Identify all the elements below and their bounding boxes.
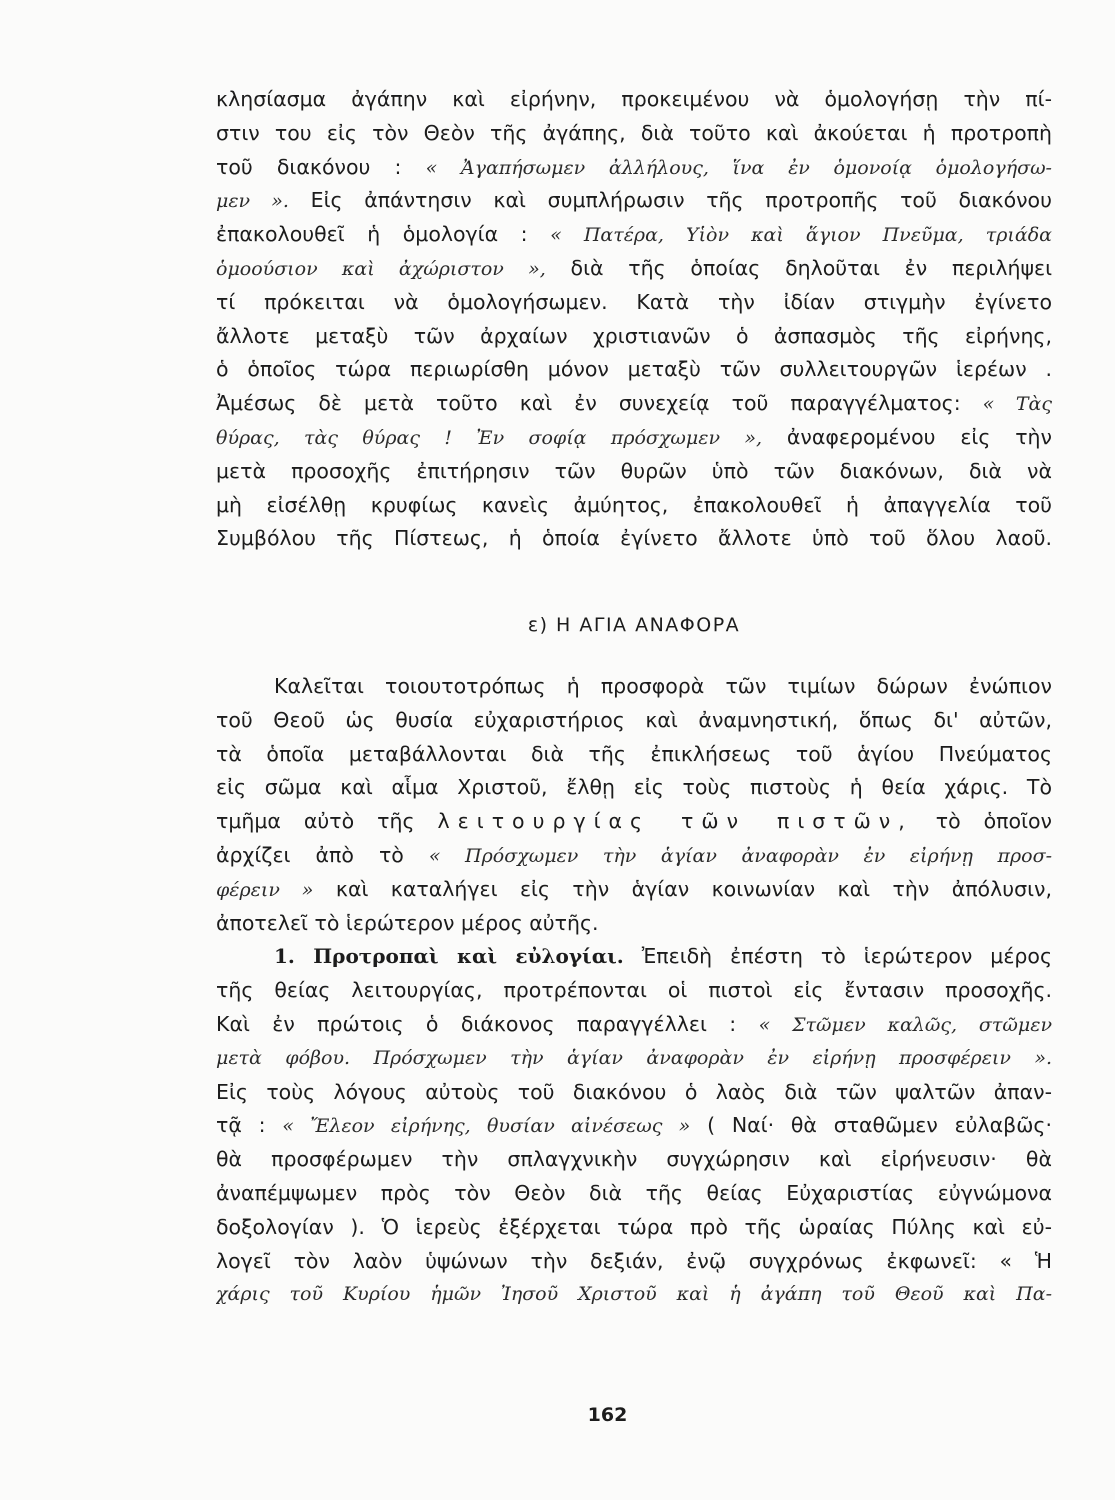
text-line — [216, 1109, 1052, 1143]
quote-run: « Στῶμεν καλῶς, στῶμεν — [758, 1013, 1052, 1036]
text-line: Συμβόλου τῆς Πίστεως, ἡ ὁποία ἐγίνετο ἄλλοτε ὑπὸ τοῦ ὅλου λαοῦ. — [216, 526, 1052, 551]
text-line: ἀποτελεῖ τὸ ἱερώτερον μέρος αὐτῆς. — [216, 910, 599, 935]
text-line: τοῦ Θεοῦ ὡς θυσία εὐχαριστήριος καὶ ἀναμνηστική, ὅπως δι' αὐτῶν, — [216, 707, 1052, 732]
text-line — [216, 218, 1052, 252]
text-run: διὰ τῆς ὁποίας δηλοῦται ἐν περιλήψει — [570, 255, 1052, 280]
text-run: τὸ ὁποῖον — [935, 809, 1052, 834]
quote-run: « Τὰς — [982, 393, 1052, 416]
text-run: Καὶ ἐν πρώτοις ὁ διάκονος παραγγέλλει : — [216, 1011, 737, 1036]
text-line: ἀναπέμψωμεν πρὸς τὸν Θεὸν διὰ τῆς θείας Εὐχαριστίας εὐγνώμονα — [216, 1180, 1052, 1205]
text-line: μετὰ προσοχῆς ἐπιτήρησιν τῶν θυρῶν ὑπὸ τῶν διακόνων, διὰ νὰ — [216, 458, 1052, 483]
text-line: κλησίασμα ἀγάπην καὶ εἰρήνην, προκειμένου νὰ ὁμολογήσῃ τὴν πί- — [216, 87, 1052, 111]
text-line — [216, 940, 1052, 974]
text-line: μετὰ φόβου. Πρόσχωμεν τὴν ἁγίαν ἀναφορὰν ἐν εἰρήνῃ προσφέρειν ». — [216, 1046, 1052, 1069]
text-line: θὰ προσφέρωμεν τὴν σπλαγχνικὴν συγχώρησιν καὶ εἰρήνευσιν· θὰ — [216, 1147, 1052, 1172]
text-run: Εἰς ἀπάντησιν καὶ συμπλήρωσιν τῆς προτροπῆς τοῦ διακόνου — [310, 188, 1052, 213]
text-line: τί πρόκειται νὰ ὁμολογήσωμεν. Κατὰ τὴν ἰδίαν στιγμὴν ἐγίνετο — [216, 289, 1052, 314]
quote-run: « Ἔλεον εἰρήνης, θυσίαν αἰνέσεως » — [282, 1115, 691, 1138]
page-number: 162 — [587, 1404, 628, 1426]
quote-run: « Ἀγαπήσωμεν ἀλλήλους, ἵνα ἐν ὁμονοίᾳ ὁμολογήσω- — [425, 156, 1052, 179]
text-line: τὰ ὁποῖα μεταβάλλονται διὰ τῆς ἐπικλήσεως τοῦ ἁγίου Πνεύματος — [216, 741, 1052, 766]
text-run: τμῆμα αὐτὸ τῆς — [216, 809, 415, 834]
quote-run: ὁμοούσιον καὶ ἀχώριστον », — [216, 257, 546, 280]
quote-run: « Πατέρα, Υἱὸν καὶ ἅγιον Πνεῦμα, τριάδα — [550, 224, 1052, 247]
text-line — [216, 805, 1052, 839]
text-line: Εἰς τοὺς λόγους αὐτοὺς τοῦ διακόνου ὁ λαὸς διὰ τῶν ψαλτῶν ἀπαν- — [216, 1079, 1052, 1104]
quote-run: μεν ». — [216, 190, 289, 213]
quote-run: φέρειν » — [216, 878, 314, 901]
text-line: ἄλλοτε μεταξὺ τῶν ἀρχαίων χριστιανῶν ὁ ἀσπασμὸς τῆς εἰρήνης, — [216, 323, 1052, 348]
text-line: στιν του εἰς τὸν Θεὸν τῆς ἀγάπης, διὰ τοῦτο καὶ ἀκούεται ἡ προτροπὴ — [216, 120, 1052, 145]
text-line — [216, 421, 1052, 455]
text-line: δοξολογίαν ). Ὁ ἱερεὺς ἐξέρχεται τώρα πρὸ τῆς ὡραίας Πύλης καὶ εὐ- — [216, 1214, 1052, 1239]
text-line: χάρις τοῦ Κυρίου ἡμῶν Ἰησοῦ Χριστοῦ καὶ ἡ ἀγάπη τοῦ Θεοῦ καὶ Πα- — [216, 1283, 1052, 1306]
text-run: Ἐπειδὴ ἐπέστη τὸ ἱερώτερον μέρος — [641, 944, 1052, 969]
text-line — [216, 252, 1052, 286]
text-run: ( Ναί· θὰ σταθῶμεν εὐλαβῶς· — [707, 1113, 1052, 1138]
quote-run: θύρας, τὰς θύρας ! Ἐν σοφίᾳ πρόσχωμεν », — [216, 426, 763, 449]
spaced-run: λειτουργίας τῶν πιστῶν, — [437, 809, 913, 834]
text-line — [216, 387, 1052, 421]
text-line — [216, 184, 1052, 218]
quote-run: « Πρόσχωμεν τὴν ἁγίαν ἀναφορὰν ἐν εἰρήνῃ προσ- — [428, 844, 1052, 867]
text-line — [216, 1008, 1052, 1042]
text-line: λογεῖ τὸν λαὸν ὑψώνων τὴν δεξιάν, ἐνῷ συγχρόνως ἐκφωνεῖ: « Ἡ — [216, 1248, 1052, 1273]
text-run: ἀρχίζει ἀπὸ τὸ — [216, 842, 404, 867]
text-line: τῆς θείας λειτουργίας, προτρέπονται οἱ πιστοὶ εἰς ἔντασιν προσοχῆς. — [216, 978, 1052, 1003]
text-line: εἰς σῶμα καὶ αἷμα Χριστοῦ, ἔλθῃ εἰς τοὺς πιστοὺς ἡ θεία χάρις. Τὸ — [216, 775, 1052, 800]
text-line: μὴ εἰσέλθῃ κρυφίως κανεὶς ἀμύητος, ἐπακολουθεῖ ἡ ἀπαγγελία τοῦ — [216, 492, 1052, 517]
text-run: Ἀμέσως δὲ μετὰ τοῦτο καὶ ἐν συνεχείᾳ τοῦ παραγγέλματος: — [216, 391, 961, 416]
text-line — [216, 839, 1052, 873]
paragraph-creed — [216, 83, 1052, 556]
text-line — [216, 873, 1052, 907]
section-heading: ε) Η ΑΓΙΑ ΑΝΑΦΟΡΑ — [527, 614, 741, 636]
text-line: Καλεῖται τοιουτοτρόπως ἡ προσφορὰ τῶν τιμίων δώρων ἐνώπιον — [274, 674, 1052, 698]
text-run: ἐπακολουθεῖ ἡ ὁμολογία : — [216, 222, 528, 247]
text-run: τᾷ : — [216, 1113, 266, 1138]
text-line: ὁ ὁποῖος τώρα περιωρίσθη μόνον μεταξὺ τῶν συλλειτουργῶν ἱερέων . — [216, 357, 1052, 382]
text-line — [216, 151, 1052, 185]
text-run: ἀναφερομένου εἰς τὴν — [786, 424, 1052, 449]
text-run: καὶ καταλήγει εἰς τὴν ἁγίαν κοινωνίαν καὶ τὴν ἀπόλυσιν, — [335, 876, 1052, 901]
paragraph-anaphora — [216, 670, 1052, 1312]
text-run: τοῦ διακόνου : — [216, 154, 402, 179]
subsection-title: 1. Προτροπαὶ καὶ εὐλογίαι. — [274, 944, 624, 969]
